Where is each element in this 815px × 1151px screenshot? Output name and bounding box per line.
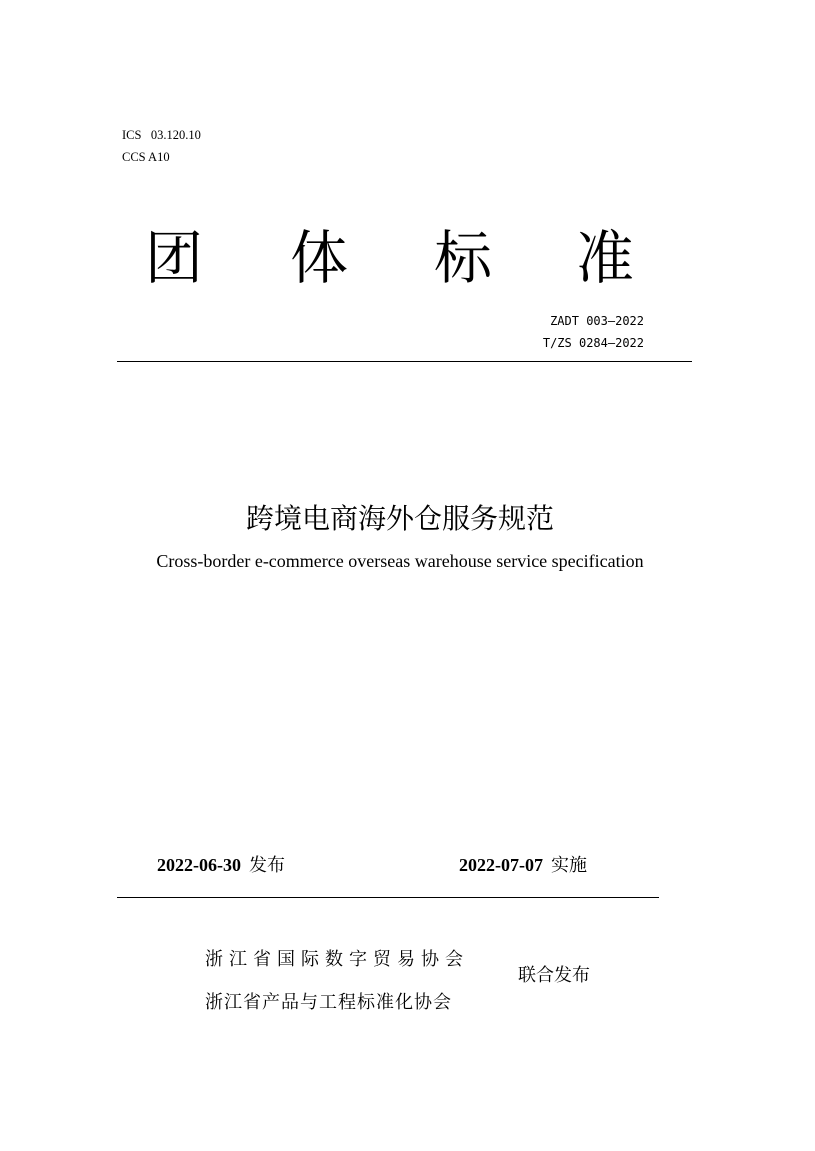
footer-divider [117,897,659,898]
implement-date-block [459,852,587,879]
publisher-org-2: 浙江省产品与工程标准化协会 [205,992,452,1013]
standard-number-primary: ZADT 003—2022 [550,314,644,328]
publish-label: 发布 [249,855,285,876]
doc-type-char-4: 准 [575,224,634,292]
implement-label: 实施 [551,855,587,876]
publish-date: 2022-06-30 [157,855,241,875]
doc-type-char-2: 体 [289,224,348,292]
ics-code: ICS 03.120.10 [122,128,201,142]
joint-publish-label: 联合发布 [518,965,590,986]
classification-codes [122,124,201,168]
standard-numbers [480,310,644,354]
header-divider [117,361,692,362]
title-english: Cross-border e-commerce overseas warehouse service specification [156,551,644,571]
publish-date-block [157,852,285,879]
implement-date: 2022-07-07 [459,855,543,875]
title-chinese: 跨境电商海外仓服务规范 [245,502,554,535]
standard-number-secondary: T/ZS 0284—2022 [542,336,644,350]
publisher-org-1: 浙江省国际数字贸易协会 [205,949,469,970]
doc-type-char-1: 团 [144,224,203,292]
ccs-code: CCS A10 [122,150,170,164]
publisher-list [205,938,469,1024]
doc-type-char-3: 标 [433,224,492,292]
